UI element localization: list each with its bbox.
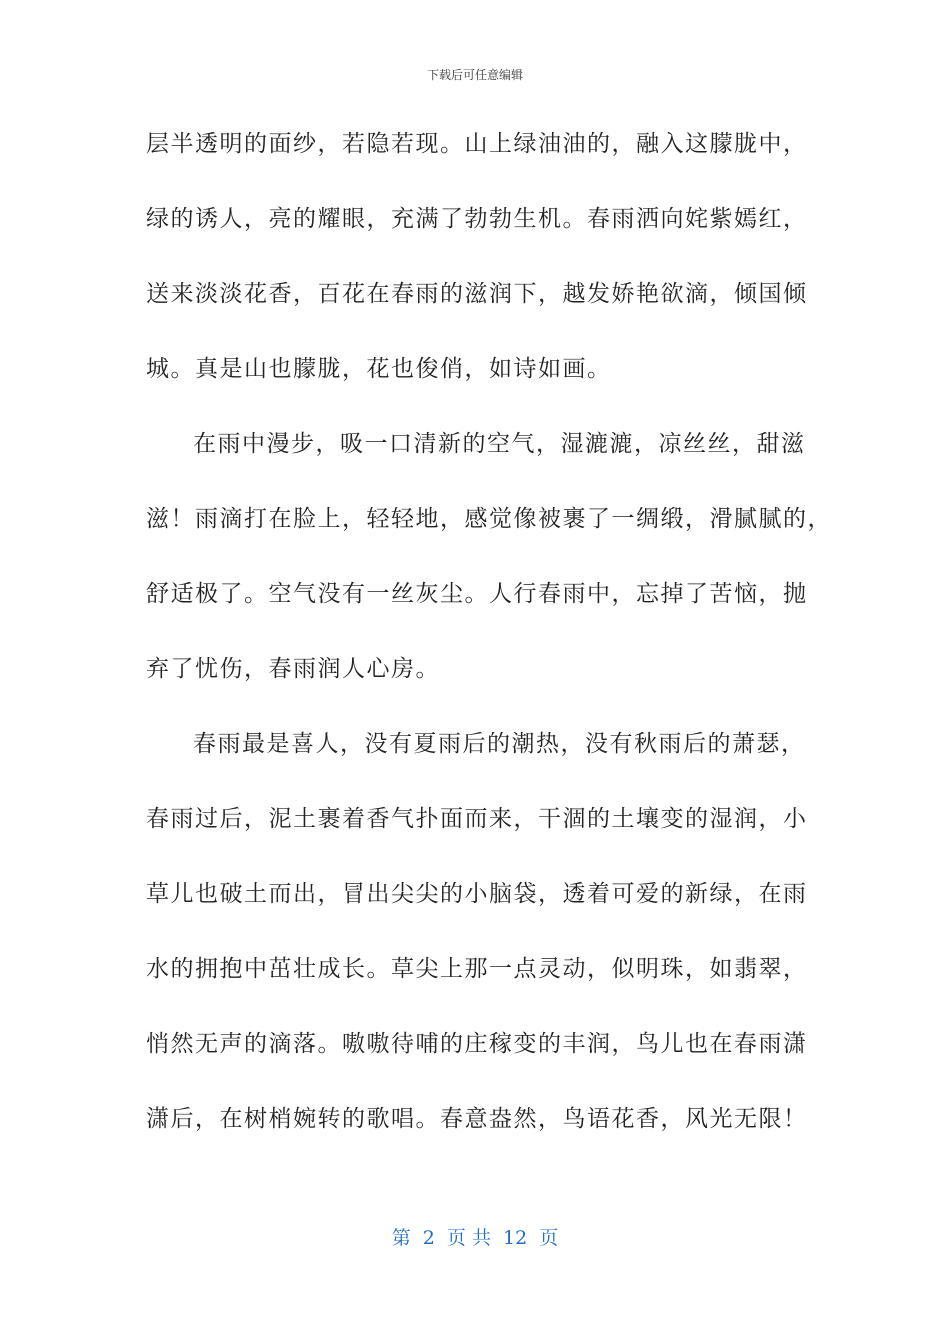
text-line: 潇后，在树梢婉转的歌唱。春意盎然，鸟语花香，风光无限！ (146, 1106, 808, 1132)
text-line: 滋！雨滴打在脸上，轻轻地，感觉像被裹了一绸缎，滑腻腻的， (146, 506, 832, 532)
text-line: 草儿也破土而出，冒出尖尖的小脑袋，透着可爱的新绿，在雨 (146, 881, 808, 907)
page-number-footer: 第 2 页 共 12 页 (391, 1227, 559, 1249)
text-line: 悄然无声的滴落。嗷嗷待哺的庄稼变的丰润，鸟儿也在春雨潇 (146, 1031, 808, 1057)
text-line: 弃了忧伤，春雨润人心房。 (146, 656, 440, 682)
text-line: 水的拥抱中茁壮成长。草尖上那一点灵动，似明珠，如翡翠， (146, 956, 808, 982)
text-line: 在雨中漫步，吸一口清新的空气，湿漉漉，凉丝丝，甜滋 (193, 431, 806, 457)
text-line: 送来淡淡花香，百花在春雨的滋润下，越发娇艳欲滴，倾国倾 (146, 281, 808, 307)
text-line: 春雨最是喜人，没有夏雨后的潮热，没有秋雨后的萧瑟， (193, 731, 806, 757)
text-line: 舒适极了。空气没有一丝灰尘。人行春雨中，忘掉了苦恼，抛 (146, 581, 808, 607)
text-line: 城。真是山也朦胧，花也俊俏，如诗如画。 (146, 356, 612, 382)
text-line: 层半透明的面纱，若隐若现。山上绿油油的，融入这朦胧中， (146, 131, 808, 157)
page-header: 下载后可任意编辑 (426, 68, 523, 82)
document-body (146, 107, 832, 1157)
text-line: 绿的诱人，亮的耀眼，充满了勃勃生机。春雨洒向姹紫嫣红， (146, 206, 808, 232)
text-line: 春雨过后，泥土裹着香气扑面而来，干涸的土壤变的湿润，小 (146, 806, 808, 832)
